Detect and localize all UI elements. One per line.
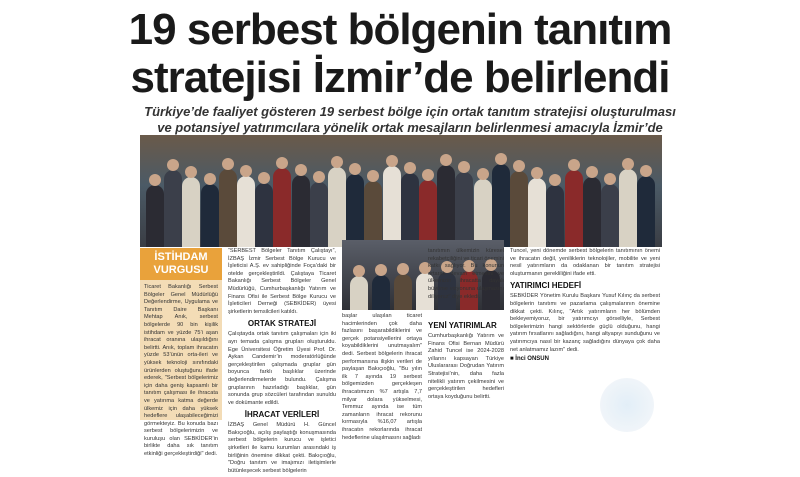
inset-person [372,275,390,310]
column-3-top [428,248,504,303]
photo-person [401,173,419,247]
photo-person [492,164,510,247]
photo-person-head [167,159,179,171]
headline-line-2: stratejisi İzmir’de belirlendi [130,53,670,102]
photo-person [328,167,346,247]
photo-person-head [295,164,307,176]
subheading-yeni-yatirimlar: YENİ YATIRIMLAR [428,321,497,330]
photo-person [437,165,455,247]
inset-person [394,274,412,310]
photo-person-head [240,165,252,177]
photo-person [583,177,601,247]
column-1-text-2: İZBAŞ Genel Müdürü H. Güncel Bakıçıoğlu, açılış paylaştığı konuşmasında serbest bölgelerin kurucu ve işletici şirketleri ile kamu kurumları arasındaki iş birliğinin önemine dikkat çekti. Bakıçıoğlu, "Doğru tanıtım ve imajımızı iletişimlerle bütünleşecek serbest bölgelerin [228,422,336,474]
photo-person [182,177,200,247]
photo-person-head [367,170,379,182]
column-4-text-1: Tuncel, yeni dönemde serbest bölgelerin tanıtımının önemi ve ihracatın değil, yeniliklerin teknolojiler, mobilite ve yeni nesil yatırımların da odaklanan bir tanıtım stratejisi oluşturmanın gerekliliğini ifade etti. [510,248,660,277]
subheading-ortak-strateji: ORTAK STRATEJİ [247,319,317,329]
photo-person-head [404,162,416,174]
photo-person [455,172,473,247]
photo-person [474,179,492,247]
photo-person [510,171,528,247]
column-2-text: başlar ulaşılan ticaret hacimlerinden çok daha fazlasını başarabildiklerini ve gerçek potansiyellerini ortaya koyabildiklerini unutmayalım" dedi. Serbest bölgelerin ihracat performansına ilişkin verileri de paylaşan Bakıçıoğlu, "Bu yılın ilk 7 ayında 19 serbest bölgemizden gerçekleşen ihracatımızın %7 artışla 7,7 milyar dolara yükselmesi, Temmuz ayında ise tüm zamanların ihracat rekorunu kırmasıyla %16,07 artışla ihracatın rekorlarında ihracat hedeflerine ulaşılmasını sağladı [342,313,422,441]
inset-person-head [375,264,387,276]
photo-person [255,183,273,247]
photo-person-head [276,157,288,169]
photo-person [601,184,619,247]
photo-person [565,170,583,247]
photo-person-head [258,172,270,184]
photo-person-head [568,159,580,171]
column-3-text: Cumhurbaşkanlığı Yatırım ve Finans Ofisi Bernan Müdürü Zahid Tuncel ise 2024-2028 yıllarını kapsayan Türkiye Uluslararası Doğrudan Yatırım Stratejisi’nin, daha fazla nitelikli yatırım çekilmesini ve gerçekleştirilen hedefleri ortaya koyduğunu belirtti. [428,333,504,400]
photo-person [619,169,637,247]
photo-person-head [458,161,470,173]
inset-person [350,276,368,310]
photo-person [201,184,219,247]
photo-person [292,175,310,247]
photo-person [219,169,237,247]
photo-person-head [531,167,543,179]
photo-person [637,176,655,247]
photo-person-head [313,171,325,183]
subheading-yatirimci-hedefi: YATIRIMCI HEDEFİ [510,281,582,291]
photo-person-head [349,163,361,175]
column-1-text-1: Çalıştayda ortak tanıtım çalışmaları için iki ayrı temada çalışma grupları oluşturuldu. Ege Üniversitesi Öğretim Üyesi Prof. Dr. Aykan Candemir’in moderatörlüğünde gerçekleştirilen çalışmada gruplar gün boyunca farklı başlıklar üzerinde değerlendirmelerde bulundu. Çalışma gruplarının hazırladığı başlıklar, gün sonunda grup sözcüleri tarafından sunuldu ve dokümante edildi. [228,331,336,406]
inset-person-head [353,265,365,277]
photo-person-head [185,166,197,178]
photo-person [273,168,291,247]
inset-person-head [397,263,409,275]
photo-person-head [495,153,507,165]
photo-person [237,176,255,247]
photo-person-head [549,174,561,186]
photo-person-head [204,173,216,185]
photo-person-head [149,174,161,186]
sidebar-tag-line-2: VURGUSU [153,264,209,276]
column-1-intro: “SERBEST Bölgeler Tanıtım Çalıştayı”, İZBAŞ İzmir Serbest Bölge Kurucu ve İşleticisi A.Ş. ev sahipliğinde Foça’daki bir otelde gerçekleştirildi. Çalıştaya Ticaret Bakanlığı Serbest Bölgeler Genel Müdürlüğü, Cumhurbaşkanlığı Yatırım ve Finans Ofisi ile Serbest Bölge Kurucu ve İşleticileri Derneği (SEBKİDER) üyesi şirketlerin temsilcileri katıldı. [228,248,336,315]
subtitle: Türkiye’de faaliyet gösteren 19 serbest bölge için ortak tanıtım stratejisi oluşturulması ve potansiyel yatırımcılara yönelik ortak mesajların belirlenmesi amacıyla İzmir’de [144,104,676,135]
photo-person-head [586,166,598,178]
photo-person-head [477,168,489,180]
photo-person-head [513,160,525,172]
sidebar-body: Ticaret Bakanlığı Serbest Bölgeler Genel Müdürlüğü Değerlendirme, Uygulama ve Tanıtım Daire Başkanı Mehtap Anık, serbest bölgelerde 90 bin kişilik istihdam ve yüzde 75’i aşan ihracat oranına ulaşıldığını belirtti. Anık, toplam ihracatın yüzde 53’ünün orta-ileri ve yüksek teknoloji sınıfındaki ürünlerden oluştuğunu ifade ederek, "Serbest bölgelerimiz için daha geniş kapsamlı bir tanıtım çalışması ile ihracata ve yatırıma katma değerde ülkemiz için daha yüksek hedeflere ulaşabileceğimizi görmekteyiz. Bu konuda bazı serbest bölgelerimizin ve kuruluşu olan SEBKİDER’in birlikte daha sık tanıtım etkinliği gerçekleştirdiği" dedi. [144,284,218,458]
column-4-text-2: SEBKİDER Yönetim Kurulu Başkanı Yusuf Kılınç da serbest bölgelerin tanıtımı ve pazarlama çalışmalarının önemine dikkat çekti. Kılınç, "Artık yatırımların her bölümden bekleyemiyoruz, bir yatırımcıyı görselliyle, Serbest bölgelerimizin hangi sektörlerde güçlü olduğunu, hangi yatırım fırsatlarını sağladığını, hangi altyapıyı sunduğunu ve yatırımcıya nasıl bir kazanç sağladığını dünyaya çok daha net anlatmamız lazım" dedi. [510,293,660,353]
photo-person [164,170,182,247]
byline: ■ İnci ONSUN [510,356,549,363]
photo-person [383,166,401,247]
sidebar-tag-line-1: İSTİHDAM [154,251,208,263]
photo-person-head [604,173,616,185]
sidebar-box [140,248,222,458]
photo-person [364,181,382,247]
photo-person [346,174,364,247]
photo-person-head [386,155,398,167]
photo-person-head [331,156,343,168]
photo-person [528,178,546,247]
photo-person-head [422,169,434,181]
photo-person [146,185,164,247]
column-4 [510,248,660,364]
watermark-logo [600,378,654,432]
photo-person [310,182,328,247]
column-3 [428,318,504,403]
group-photo [140,135,662,247]
photo-person [546,185,564,247]
photo-person-head [622,158,634,170]
sidebar-tag [140,248,222,280]
photo-person-head [640,165,652,177]
column-1 [228,248,336,477]
photo-person-head [440,154,452,166]
column-2 [342,313,422,444]
subheading-ihracat-verileri: İHRACAT VERİLERİ [244,410,320,420]
headline-line-1: 19 serbest bölgenin tanıtım [128,5,672,54]
photo-person [419,180,437,247]
photo-person-head [222,158,234,170]
column-3-text-top: tanıtımın ülkemizin küresel rekabetçiliğini ve ticari önemini katkı sağlıyor. Bu konunun artarak devam etmesini ve ülkemizin ihracatta dayalı büyüme vizyonuna ulaşmasını diliyoruz" diye ekledi. [428,248,504,300]
